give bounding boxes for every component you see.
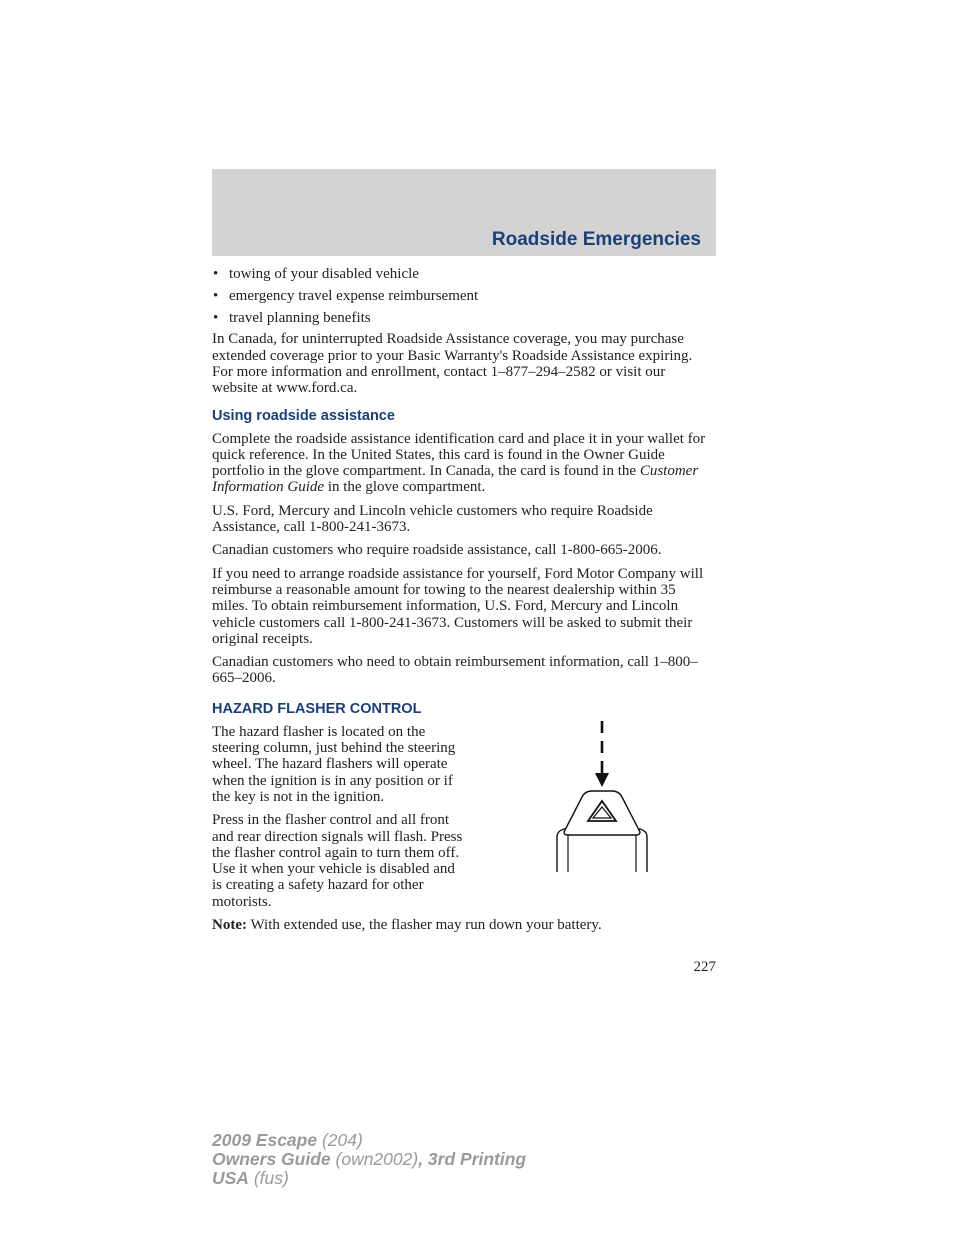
bullet-symbol: • xyxy=(213,309,219,326)
hazard-flasher-button-icon xyxy=(552,721,652,881)
hazard-section xyxy=(212,724,712,910)
reimbursement-paragraph: If you need to arrange roadside assistance for yourself, Ford Motor Company will reimburse a reasonable amount for towing to the nearest dealership within 35 miles. To obtain reimbursement information, U.S. Ford, Mercury and Lincoln vehicle customers call 1-800-241-3673. Customers will be asked to submit their original receipts. xyxy=(212,565,704,647)
battery-note: Note: With extended use, the flasher may run down your battery. xyxy=(212,917,602,933)
footer-line-market: USA (fus) xyxy=(212,1168,289,1188)
hazard-location-paragraph: The hazard flasher is located on the steering column, just behind the steering wheel. The hazard flashers will operate when the ignition is in any position or if the key is not in the ignition. xyxy=(212,723,456,805)
list-item: • travel planning benefits xyxy=(213,309,371,326)
using-roadside-heading: Using roadside assistance xyxy=(212,407,395,424)
print-footer xyxy=(212,1131,526,1188)
hazard-operation-paragraph: Press in the flasher control and all front and rear direction signals will flash. Press the flasher control again to turn them off. Use it when your vehicle is disabled and is creating a safety hazard for other motorists. xyxy=(212,812,463,910)
page-content xyxy=(212,266,712,940)
coverage-bullet-list xyxy=(212,266,712,326)
section-header-bar xyxy=(212,169,716,256)
hazard-text-column xyxy=(212,724,464,910)
note-label: Note: xyxy=(212,917,247,933)
footer-line-guide: Owners Guide (own2002), 3rd Printing xyxy=(212,1149,527,1169)
page-number: 227 xyxy=(693,959,716,975)
section-title: Roadside Emergencies xyxy=(491,229,701,250)
canada-reimbursement-paragraph: Canadian customers who need to obtain reimbursement information, call 1–800–665–2006. xyxy=(212,654,698,687)
canada-coverage-paragraph: In Canada, for uninterrupted Roadside Assistance coverage, you may purchase extended coverage prior to your Basic Warranty's Roadside Assistance expiring. For more information and enrollment, contact 1–877–294–2582 or visit our website at www.ford.ca. xyxy=(212,331,693,397)
bullet-symbol: • xyxy=(213,287,219,304)
list-item: • emergency travel expense reimbursement xyxy=(213,287,479,304)
list-item: • towing of your disabled vehicle xyxy=(213,266,419,282)
bullet-symbol: • xyxy=(213,266,219,282)
footer-line-model: 2009 Escape (204) xyxy=(212,1130,363,1150)
hazard-flasher-heading: HAZARD FLASHER CONTROL xyxy=(212,700,422,717)
us-call-paragraph: U.S. Ford, Mercury and Lincoln vehicle customers who require Roadside Assistance, call 1-800-241-3673. xyxy=(212,502,653,536)
id-card-paragraph: Complete the roadside assistance identification card and place it in your wallet for quick reference. In the United States, this card is found in the Owner Guide portfolio in the glove compartment. In Canada, the card is found in the Customer Information Guide in the glove compartment. xyxy=(212,430,706,496)
canada-call-paragraph: Canadian customers who require roadside assistance, call 1-800-665-2006. xyxy=(212,542,662,559)
guide-title: Customer Information Guide xyxy=(212,463,699,496)
